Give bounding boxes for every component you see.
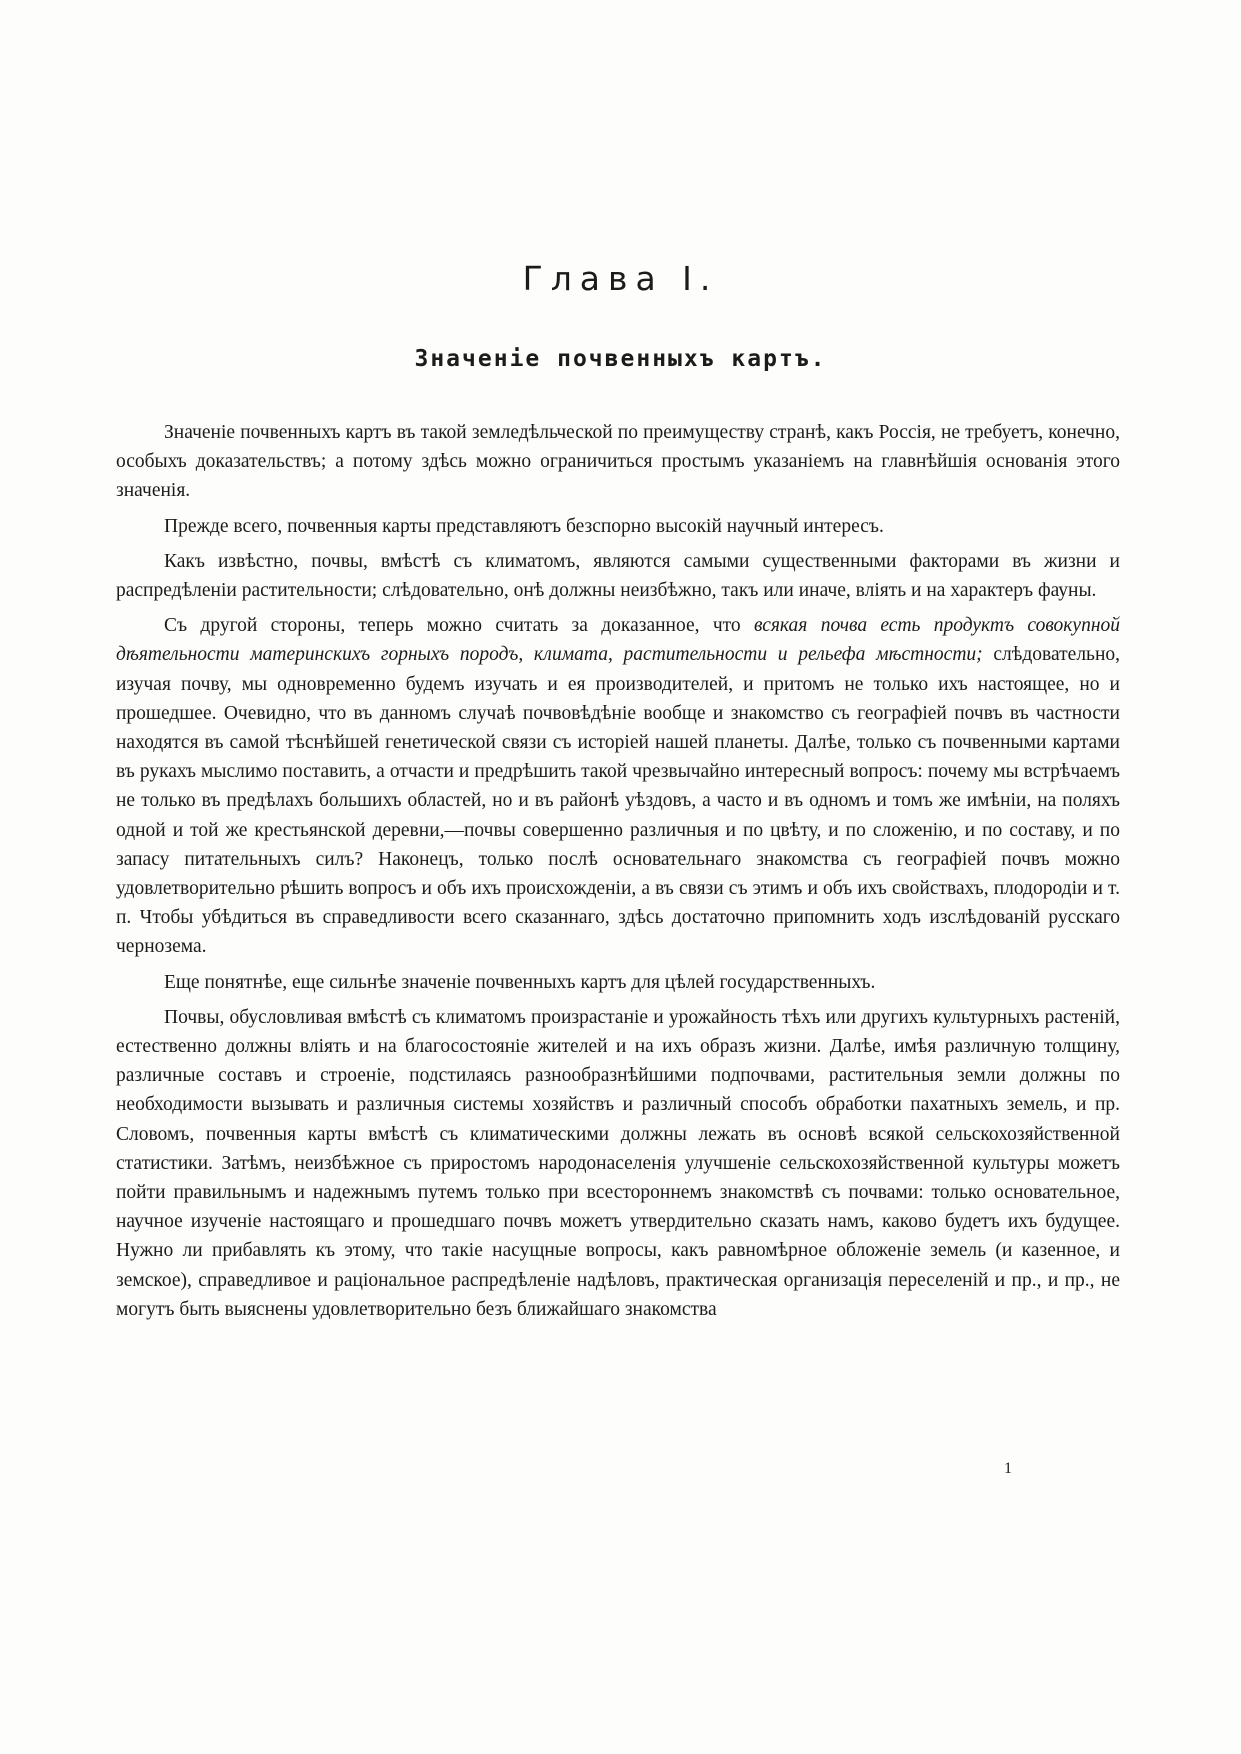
paragraph-1 <box>116 418 1120 506</box>
paragraph-6 <box>116 1003 1120 1324</box>
paragraph-text: слѣдовательно, изучая почву, мы одновременно будемъ изучать и ея производителей, и притомъ не только ихъ настоящее, но и прошедшее. Очевидно, что въ данномъ случаѣ почвовѣдѣніе вообще и знакомство съ географіей почвъ въ частности находятся въ самой тѣснѣйшей генетической связи съ исторіей нашей планеты. Далѣе, только съ почвенными картами въ рукахъ мыслимо поставить, а отчасти и предрѣшить такой чрезвычайно интересный вопросъ: почему мы встрѣчаемъ не только въ предѣлахъ большихъ областей, но и въ районѣ уѣздовъ, а часто и въ одномъ и томъ же имѣніи, на поляхъ одной и той же крестьянской деревни,—почвы совершенно различныя и по цвѣту, и по сложенію, и по составу, и по запасу питательныхъ силъ? Наконецъ, только послѣ основательнаго знакомства съ географіей почвъ можно удовлетворительно рѣшить вопросъ и объ ихъ происхожденіи, а въ связи съ этимъ и объ ихъ свойствахъ, плодородіи и т. п. Чтобы убѣдиться въ справедливости всего сказаннаго, здѣсь достаточно припомнить ходъ изслѣдованій русскаго чернозема. <box>116 644 1121 958</box>
paragraph-3 <box>116 547 1120 605</box>
paragraph-2 <box>116 512 1120 541</box>
chapter-subtitle: Значеніе почвенныхъ картъ. <box>414 346 827 372</box>
paragraph-4 <box>116 611 1120 961</box>
paragraph-text: Значеніе почвенныхъ картъ въ такой земледѣльческой по преимуществу странѣ, какъ Россія, не требуетъ, конечно, особыхъ доказательствъ; а потому здѣсь можно ограничиться простымъ указаніемъ на главнѣйшія основанія этого значенія. <box>116 422 1120 502</box>
paragraph-text: Почвы, обусловливая вмѣстѣ съ климатомъ произрастаніе и урожайность тѣхъ или другихъ культурныхъ растеній, естественно должны вліять и на благосостояніе жителей и на ихъ образъ жизни. Далѣе, имѣя различную толщину, различные составъ и строеніе, подстилаясь разнообразнѣйшими подпочвами, растительныя земли должны по необходимости вызывать и различныя системы хозяйствъ и различный способъ обработки пахатныхъ земель, и пр. Словомъ, почвенныя карты вмѣстѣ съ климатическими должны лежать въ основѣ всякой сельскохозяйственной статистики. Затѣмъ, неизбѣжное съ приростомъ народонаселенія улучшеніе сельскохозяйственной культуры можетъ пойти правильнымъ и надежнымъ путемъ только при всестороннемъ знакомствѣ съ почвами: только основательное, научное изученіе настоящаго и прошедшаго почвъ можетъ утвердительно сказать намъ, каково будетъ ихъ будущее. Нужно ли прибавлять къ этому, что такіе насущные вопросы, какъ равномѣрное обложеніе земель (и казенное, и земское), справедливое и раціональное распредѣленіе надѣловъ, практическая организація переселеній и пр., и пр., не могутъ быть выяснены удовлетворительно безъ ближайшаго знакомства <box>116 1006 1120 1320</box>
paragraph-5 <box>116 968 1120 997</box>
paragraph-text: Какъ извѣстно, почвы, вмѣстѣ съ климатомъ, являются самыми существенными факторами въ жизни и распредѣленіи растительности; слѣдовательно, онѣ должны неизбѣжно, такъ или иначе, вліять и на характеръ фауны. <box>116 550 1120 602</box>
body-text <box>116 418 1120 1330</box>
page-number: 1 <box>1004 1460 1012 1477</box>
paragraph-text: Прежде всего, почвенныя карты представляютъ безспорно высокій научный интересъ. <box>164 515 884 537</box>
paragraph-text: Еще понятнѣе, еще сильнѣе значеніе почвенныхъ картъ для цѣлей государственныхъ. <box>164 971 876 993</box>
paragraph-text: Съ другой стороны, теперь можно считать за доказанное, что <box>164 615 754 637</box>
chapter-title: Глава I. <box>522 259 719 298</box>
paragraph-emphasis: всякая почва есть продуктъ совокупной дѣятельности материнскихъ горныхъ породъ, климата, растительности и рельефа мѣстности; <box>116 615 1120 666</box>
